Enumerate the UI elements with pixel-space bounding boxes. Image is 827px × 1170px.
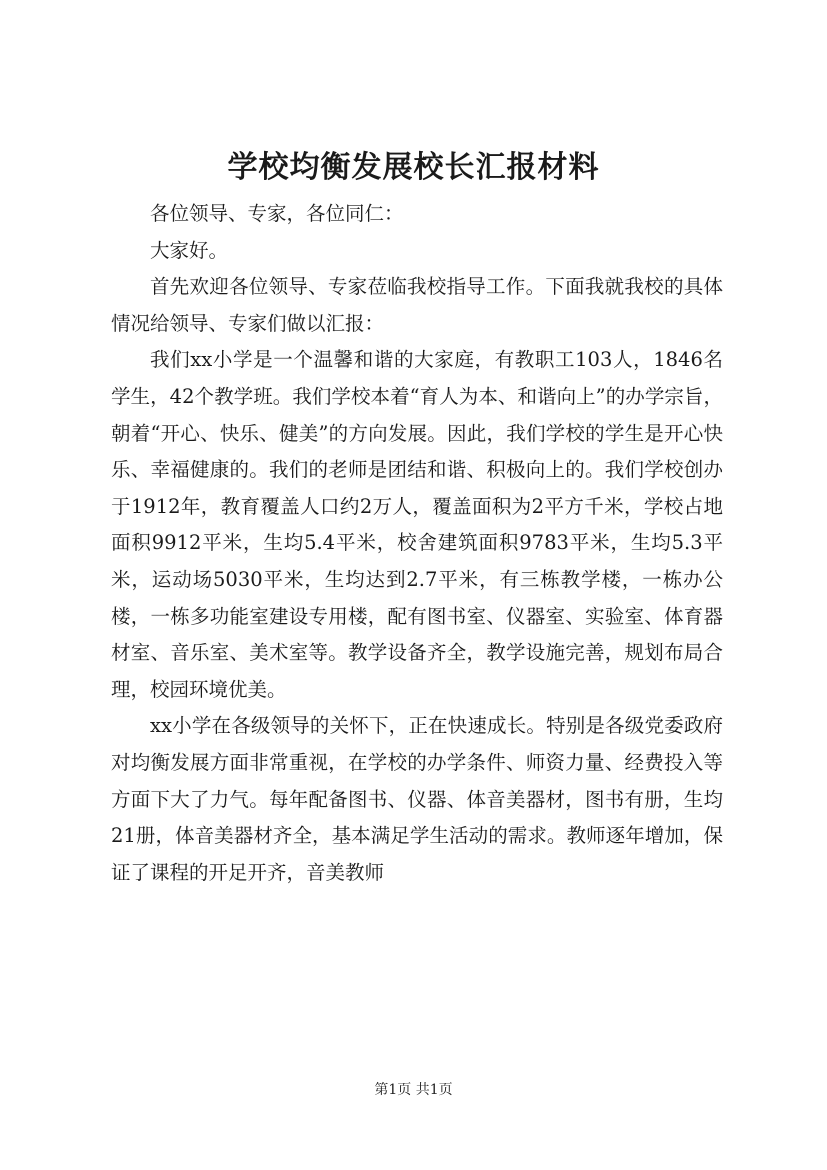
- development-paragraph: xx小学在各级领导的关怀下，正在快速成长。特别是各级党委政府对均衡发展方面非常重视，在学校的办学条件、师资力量、经费投入等方面下大了力气。每年配备图书、仪器、体音美器材，图书有册，生均21册，体音美器材齐全，基本满足学生活动的需求。教师逐年增加，保证了课程的开足开齐，音美教师: [111, 714, 723, 884]
- page-number-footer: 第1页 共1页: [374, 1082, 453, 1098]
- greeting-paragraph: 大家好。: [150, 238, 229, 262]
- school-overview-paragraph: 我们xx小学是一个温馨和谐的大家庭，有教职工103人，1846名学生，42个教学班。我们学校本着“育人为本、和谐向上”的办学宗旨，朝着“开心、快乐、健美”的方向发展。因此，我们学校的学生是开心快乐、幸福健康的。我们的老师是团结和谐、积极向上的。我们学校创办于1912年，教育覆盖人口约2万人，覆盖面积为2平方千米，学校占地面积9912平米，生均5.4平米，校舍建筑面积9783平米，生均5.3平米，运动场5030平米，生均达到2.7平米，有三栋教学楼，一栋办公楼，一栋多功能室建设专用楼，配有图书室、仪器室、实验室、体育器材室、音乐室、美术室等。教学设备齐全，教学设施完善，规划布局合理，校园环境优美。: [111, 348, 723, 701]
- salutation-paragraph: 各位领导、专家，各位同仁：: [150, 202, 404, 225]
- document-title: 学校均衡发展校长汇报材料: [227, 150, 600, 185]
- document-body: [111, 196, 723, 891]
- intro-paragraph: 首先欢迎各位领导、专家莅临我校指导工作。下面我就我校的具体情况给领导、专家们做以汇报：: [111, 275, 723, 335]
